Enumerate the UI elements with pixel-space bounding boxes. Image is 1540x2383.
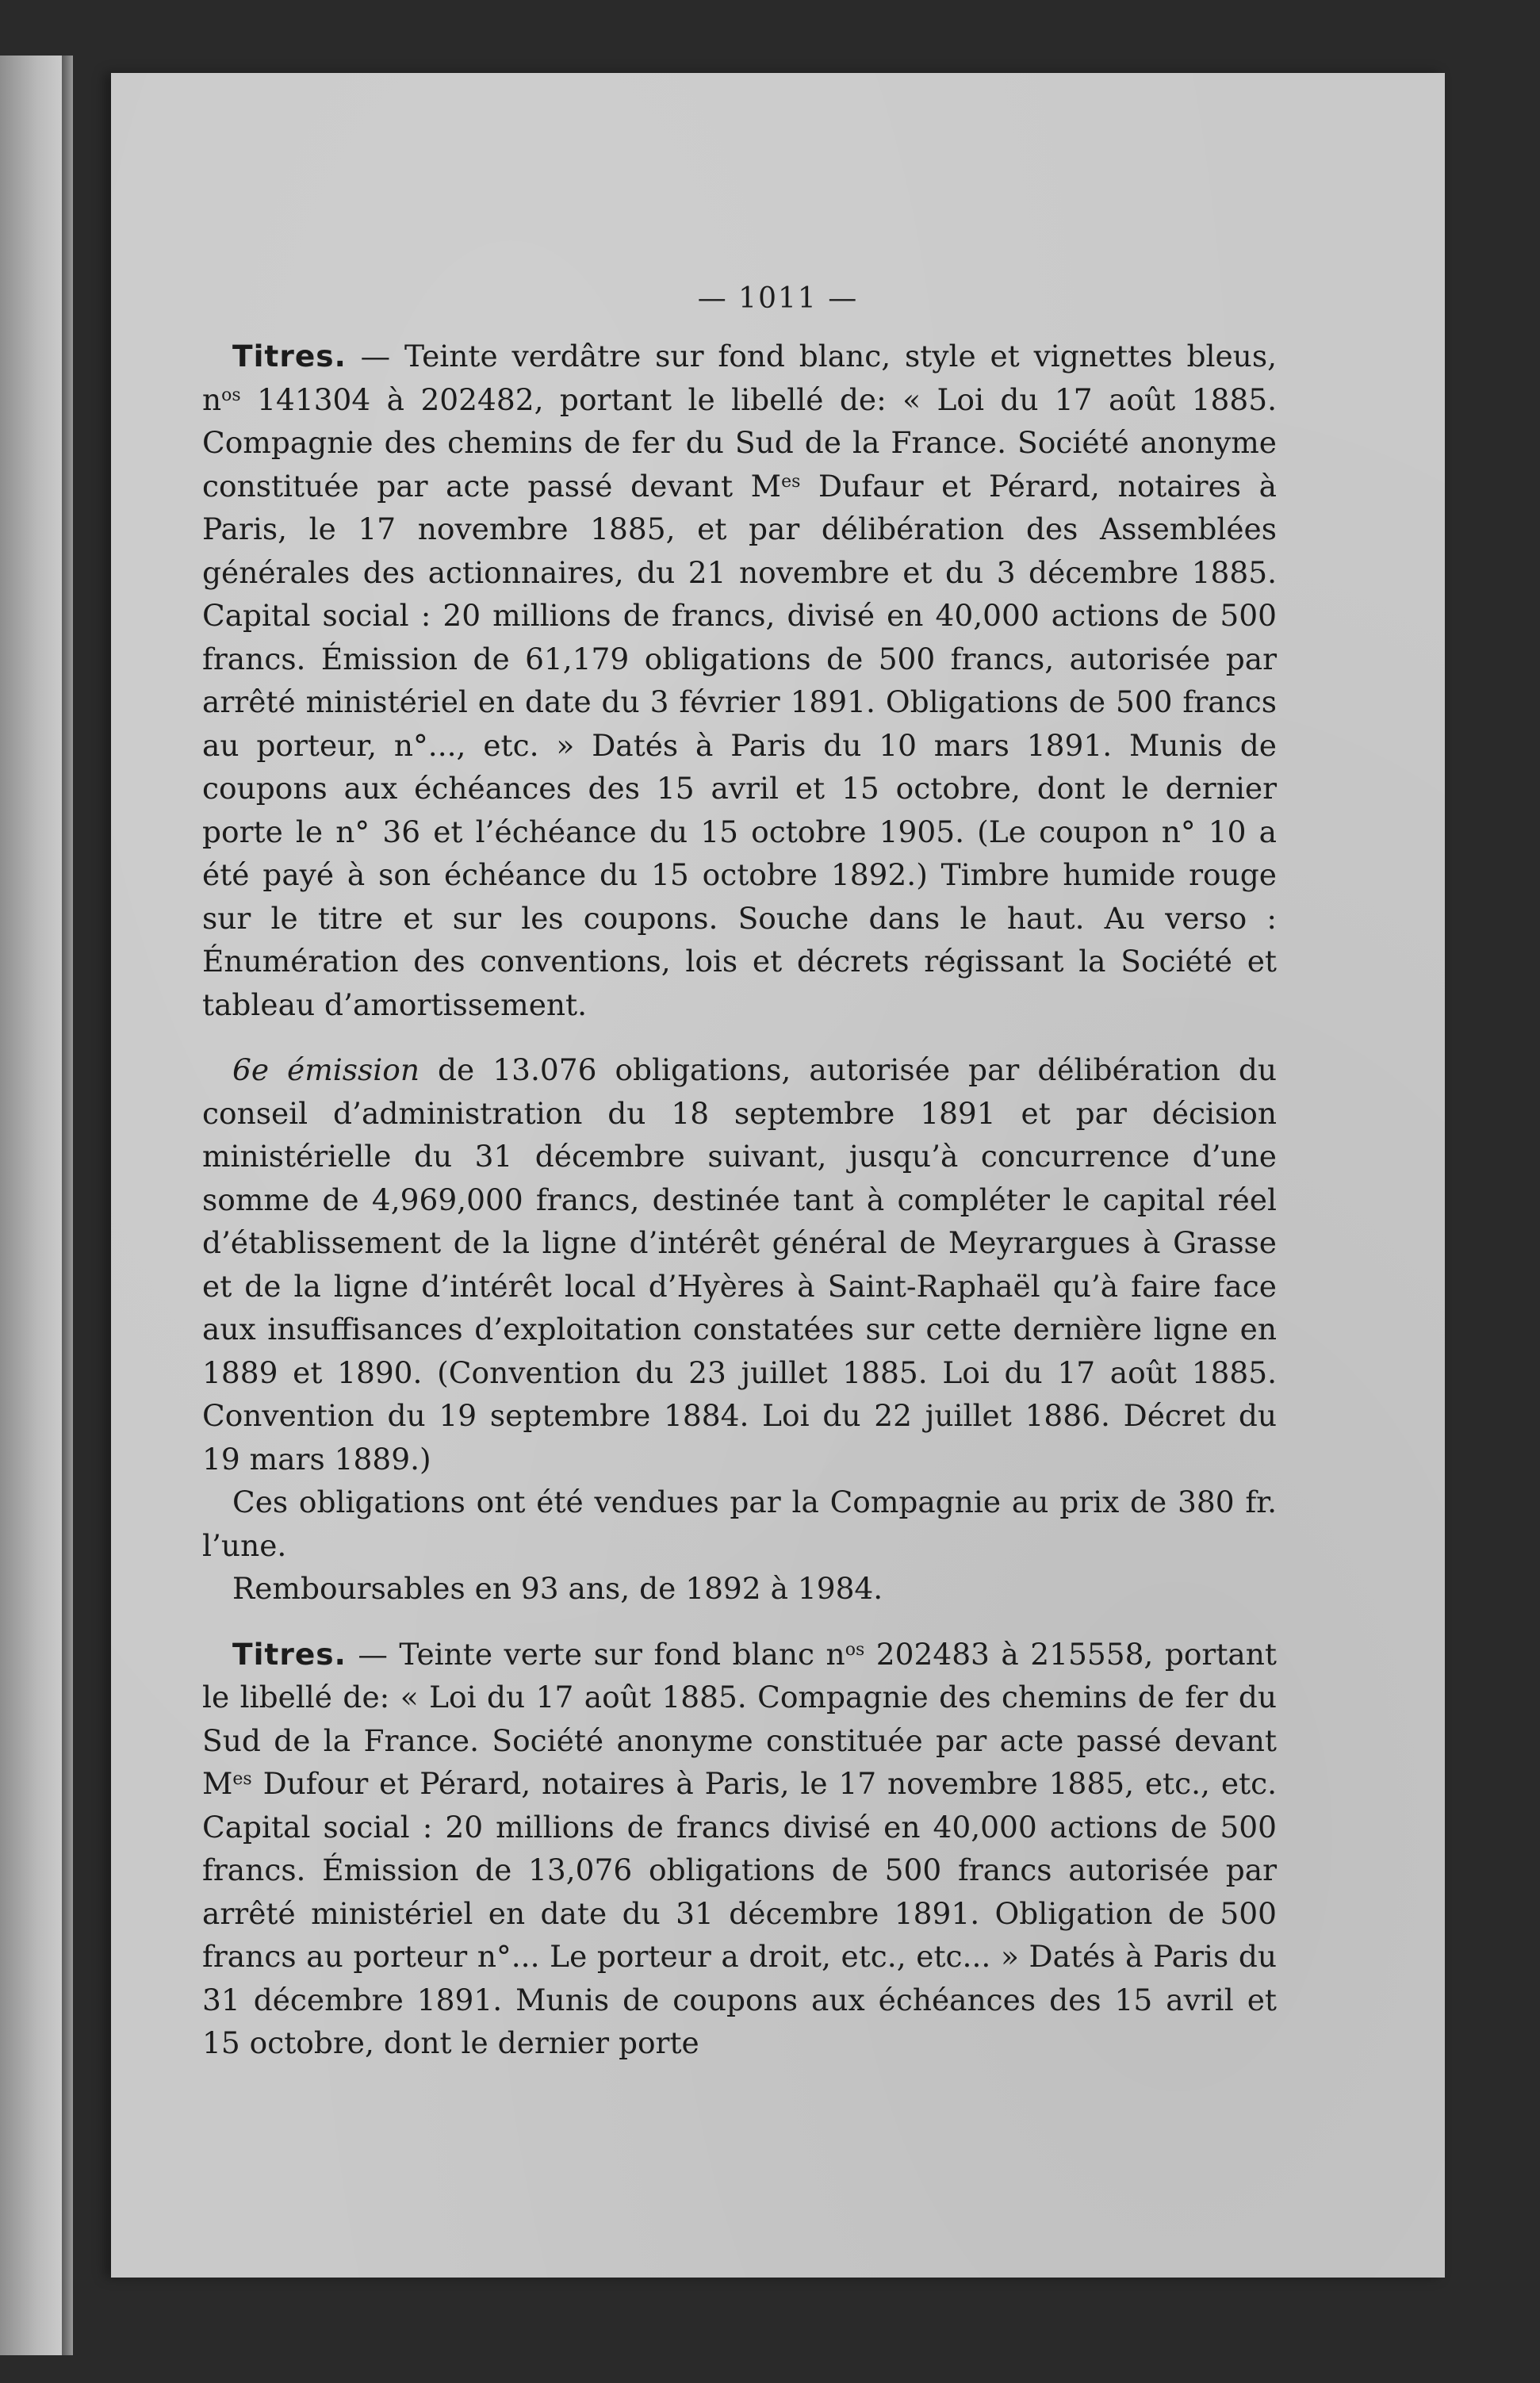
text-run: de 13.076 obligations, autorisée par délibération du conseil d’administration du 18 septembre 1891 et par décision ministérielle du 31 décembre suivant, jusqu’à concurrence d’une somme de 4,969,000 francs, destinée tant à compléter le capital réel d’établissement de la ligne d’intérêt général de Meyrargues à Grasse et de la ligne d’intérêt local d’Hyères à Saint-Raphaël qu’à faire face aux insuffisances d’exploitation constatées sur cette dernière ligne en 1889 et 1890. (Convention du 23 juillet 1885. Loi du 17 août 1885. Convention du 19 septembre 1884. Loi du 22 juillet 1886. Décret du 19 mars 1889.): [202, 1052, 1277, 1477]
text-run: Dufaur et Pérard, notaires à Paris, le 17 novembre 1885, et par délibération des Assemblées générales des actionnaires, du 21 novembre et du 3 décembre 1885. Capital social : 20 millions de francs, divisé en 40,000 actions de 500 francs. Émission de 61,179 obligations de 500 francs, autorisée par arrêté ministériel en date du 3 février 1891. Obligations de 500 francs au porteur, n°..., etc. » Datés à Paris du 10 mars 1891. Munis de coupons aux échéances des 15 avril et 15 octobre, dont le dernier porte le n° 36 et l’échéance du 15 octobre 1905. (Le coupon n° 10 a été payé à son échéance du 15 octobre 1892.) Timbre humide rouge sur le titre et sur les coupons. Souche dans le haut. Au verso : Énumération des conventions, lois et décrets régissant la Société et tableau d’amortissement.: [202, 468, 1278, 1022]
paragraph: [202, 335, 1277, 1026]
paragraph-lead: Titres.: [232, 339, 347, 374]
page-number: — 1011 —: [697, 282, 859, 315]
paragraph-lead: 6e émission: [232, 1052, 420, 1087]
book-page: [111, 73, 1445, 2278]
superscript: es: [781, 471, 801, 492]
superscript: os: [221, 385, 241, 405]
paragraph: [202, 1481, 1277, 1567]
text-run: Ces obligations ont été vendues par la Compagnie au prix de 380 fr. l’une.: [202, 1485, 1277, 1563]
text-run: — Teinte verte sur fond blanc n: [346, 1636, 845, 1672]
paragraph: [202, 1048, 1277, 1481]
text-run: 202483 à 215558, portant le libellé de: « Loi du 17 août 1885. Compagnie des chemins de fer du Sud de la France. Société anonyme constituée par acte passé devant M: [202, 1636, 1277, 1801]
paragraph: [202, 1567, 1277, 1611]
superscript: os: [845, 1639, 865, 1660]
text-run: Dufour et Pérard, notaires à Paris, le 17 novembre 1885, etc., etc. Capital social : 20 millions de francs divisé en 40,000 actions de 500 francs. Émission de 13,076 obligations de 500 francs autorisée par arrêté ministériel en date du 31 décembre 1891. Obligation de 500 francs au porteur n°... Le porteur a droit, etc., etc... » Datés à Paris du 31 décembre 1891. Munis de coupons aux échéances des 15 avril et 15 octobre, dont le dernier porte: [202, 1766, 1277, 2060]
text-run: 141304 à 202482, portant le libellé de: « Loi du 17 août 1885. Compagnie des chemins de fer du Sud de la France. Société anonyme constituée par acte passé devant M: [202, 381, 1277, 504]
book-spine: [62, 56, 73, 2355]
text-run: Remboursables en 93 ans, de 1892 à 1984.: [232, 1571, 883, 1606]
paragraph-lead: Titres.: [232, 1636, 347, 1672]
body-text: [202, 335, 1277, 2065]
text-run: — Teinte verdâtre sur fond blanc, style et vignettes bleus, n: [202, 339, 1277, 417]
previous-page-edge: [0, 56, 68, 2355]
superscript: es: [232, 1769, 252, 1789]
paragraph: [202, 1633, 1277, 2065]
